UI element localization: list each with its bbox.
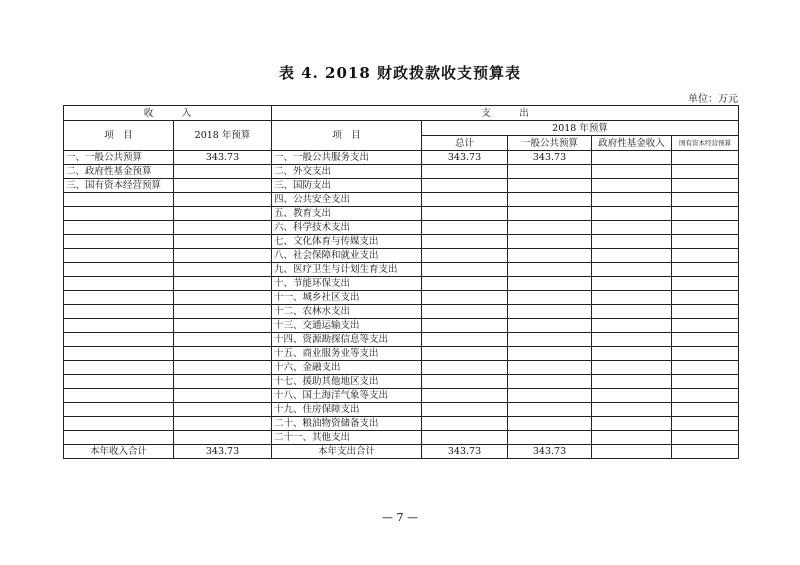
expense-state-cell [672, 249, 739, 263]
expense-fund-cell [592, 431, 672, 445]
expense-fund-cell [592, 403, 672, 417]
expense-fund-cell [592, 305, 672, 319]
income-amount-cell [174, 263, 272, 277]
income-amount-cell [174, 389, 272, 403]
expense-state-cell [672, 375, 739, 389]
expense-header: 支 出 [272, 106, 739, 121]
expense-general-cell [508, 277, 592, 291]
income-amount-cell [174, 291, 272, 305]
income-item-cell [64, 403, 174, 417]
expense-budget-header: 2018 年预算 [422, 121, 739, 136]
expense-item-cell: 三、国防支出 [272, 179, 422, 193]
expense-total-cell [422, 319, 508, 333]
income-amount-cell [174, 207, 272, 221]
expense-fund-cell [592, 417, 672, 431]
income-item-cell [64, 375, 174, 389]
expense-item-cell: 九、医疗卫生与计划生育支出 [272, 263, 422, 277]
expense-item-cell: 十九、住房保障支出 [272, 403, 422, 417]
expense-fund-cell [592, 193, 672, 207]
expense-general-cell [508, 305, 592, 319]
expense-fund-cell [592, 347, 672, 361]
table-row [64, 165, 739, 179]
income-amount-cell [174, 347, 272, 361]
expense-state-cell [672, 277, 739, 291]
expense-total-label: 本年支出合计 [272, 445, 422, 459]
income-amount-cell [174, 403, 272, 417]
expense-total-fund [592, 445, 672, 459]
income-amount-cell [174, 333, 272, 347]
expense-total-cell [422, 375, 508, 389]
expense-general-cell [508, 417, 592, 431]
expense-fund-cell [592, 263, 672, 277]
expense-general-cell [508, 291, 592, 305]
income-item-cell [64, 333, 174, 347]
expense-total-cell [422, 431, 508, 445]
income-item-header: 项 目 [64, 121, 174, 151]
expense-general-cell [508, 165, 592, 179]
expense-fund-cell [592, 361, 672, 375]
expense-total-cell [422, 263, 508, 277]
expense-item-cell: 十三、交通运输支出 [272, 319, 422, 333]
income-amount-cell [174, 417, 272, 431]
expense-state-cell [672, 235, 739, 249]
table-row [64, 151, 739, 165]
income-item-cell [64, 361, 174, 375]
table-row [64, 207, 739, 221]
income-amount-cell [174, 375, 272, 389]
expense-state-cell [672, 193, 739, 207]
expense-fund-cell [592, 207, 672, 221]
total-header: 总计 [422, 136, 508, 151]
state-header: 国有资本经营预算 [672, 136, 739, 151]
expense-fund-cell [592, 179, 672, 193]
table-row [64, 235, 739, 249]
income-amount-cell [174, 179, 272, 193]
expense-total-cell [422, 207, 508, 221]
expense-state-cell [672, 417, 739, 431]
expense-fund-cell [592, 375, 672, 389]
expense-item-cell: 十六、金融支出 [272, 361, 422, 375]
expense-total-cell [422, 305, 508, 319]
income-item-cell [64, 319, 174, 333]
expense-general-cell [508, 221, 592, 235]
income-budget-header: 2018 年预算 [174, 121, 272, 151]
expense-general-cell [508, 235, 592, 249]
expense-total-total: 343.73 [422, 445, 508, 459]
expense-total-cell [422, 347, 508, 361]
expense-state-cell [672, 403, 739, 417]
expense-state-cell [672, 319, 739, 333]
income-amount-cell [174, 319, 272, 333]
page-number: — 7 — [382, 511, 418, 524]
income-amount-cell [174, 249, 272, 263]
expense-total-cell [422, 179, 508, 193]
table-row [64, 179, 739, 193]
expense-general-cell [508, 403, 592, 417]
expense-item-cell: 四、公共安全支出 [272, 193, 422, 207]
expense-total-cell [422, 193, 508, 207]
income-header: 收 入 [64, 106, 272, 121]
income-item-cell [64, 305, 174, 319]
expense-state-cell [672, 347, 739, 361]
expense-state-cell [672, 207, 739, 221]
expense-fund-cell [592, 291, 672, 305]
expense-fund-cell [592, 151, 672, 165]
expense-state-cell [672, 431, 739, 445]
expense-total-cell [422, 417, 508, 431]
table-row [64, 389, 739, 403]
expense-total-cell [422, 291, 508, 305]
expense-total-state [672, 445, 739, 459]
expense-fund-cell [592, 235, 672, 249]
expense-state-cell [672, 151, 739, 165]
income-amount-cell [174, 221, 272, 235]
expense-fund-cell [592, 319, 672, 333]
income-item-cell [64, 221, 174, 235]
expense-item-cell: 六、科学技术支出 [272, 221, 422, 235]
income-item-cell [64, 417, 174, 431]
table-body [64, 151, 739, 445]
income-amount-cell [174, 235, 272, 249]
fund-header: 政府性基金收入 [592, 136, 672, 151]
expense-fund-cell [592, 277, 672, 291]
table-row [64, 333, 739, 347]
expense-general-cell [508, 347, 592, 361]
expense-state-cell [672, 263, 739, 277]
income-item-cell: 三、国有资本经营预算 [64, 179, 174, 193]
unit-label: 单位：万元 [688, 94, 738, 105]
expense-item-cell: 一、一般公共服务支出 [272, 151, 422, 165]
income-amount-cell [174, 361, 272, 375]
expense-total-cell [422, 277, 508, 291]
income-amount-cell [174, 193, 272, 207]
expense-state-cell [672, 291, 739, 305]
expense-total-cell [422, 389, 508, 403]
table-row [64, 291, 739, 305]
expense-total-cell [422, 361, 508, 375]
expense-general-cell [508, 389, 592, 403]
expense-item-cell: 十七、援助其他地区支出 [272, 375, 422, 389]
income-amount-cell [174, 431, 272, 445]
expense-fund-cell [592, 333, 672, 347]
expense-item-cell: 十、节能环保支出 [272, 277, 422, 291]
table-row [64, 375, 739, 389]
table-row [64, 403, 739, 417]
expense-item-cell: 五、教育支出 [272, 207, 422, 221]
table-row [64, 249, 739, 263]
expense-total-cell [422, 249, 508, 263]
budget-table [63, 105, 739, 459]
income-amount-cell [174, 277, 272, 291]
table-row [64, 361, 739, 375]
table-row [64, 347, 739, 361]
expense-item-cell: 二十一、其他支出 [272, 431, 422, 445]
income-amount-cell [174, 305, 272, 319]
expense-general-cell [508, 375, 592, 389]
expense-item-cell: 七、文化体育与传媒支出 [272, 235, 422, 249]
expense-item-cell: 八、社会保障和就业支出 [272, 249, 422, 263]
expense-total-cell [422, 221, 508, 235]
expense-fund-cell [592, 389, 672, 403]
table-row [64, 263, 739, 277]
expense-item-cell: 十二、农林水支出 [272, 305, 422, 319]
expense-state-cell [672, 221, 739, 235]
table-row [64, 319, 739, 333]
expense-total-cell [422, 403, 508, 417]
expense-state-cell [672, 389, 739, 403]
expense-item-cell: 二十、粮油物资储备支出 [272, 417, 422, 431]
expense-state-cell [672, 333, 739, 347]
table-row [64, 221, 739, 235]
income-amount-cell: 343.73 [174, 151, 272, 165]
table-row [64, 277, 739, 291]
income-item-cell [64, 249, 174, 263]
expense-general-cell [508, 263, 592, 277]
income-item-cell [64, 207, 174, 221]
expense-fund-cell [592, 221, 672, 235]
expense-item-header: 项 目 [272, 121, 422, 151]
expense-general-cell [508, 179, 592, 193]
table-row [64, 417, 739, 431]
expense-total-cell [422, 333, 508, 347]
expense-state-cell [672, 305, 739, 319]
income-total-amount: 343.73 [174, 445, 272, 459]
expense-general-cell [508, 207, 592, 221]
expense-total-cell: 343.73 [422, 151, 508, 165]
income-item-cell: 一、一般公共预算 [64, 151, 174, 165]
table-row [64, 431, 739, 445]
expense-item-cell: 十五、商业服务业等支出 [272, 347, 422, 361]
page-title: 表 4. 2018 财政拨款收支预算表 [278, 64, 522, 82]
expense-item-cell: 十八、国土海洋气象等支出 [272, 389, 422, 403]
income-item-cell [64, 193, 174, 207]
income-item-cell: 二、政府性基金预算 [64, 165, 174, 179]
expense-state-cell [672, 361, 739, 375]
expense-total-cell [422, 165, 508, 179]
income-item-cell [64, 263, 174, 277]
income-item-cell [64, 347, 174, 361]
table-row [64, 193, 739, 207]
income-item-cell [64, 277, 174, 291]
expense-total-cell [422, 235, 508, 249]
expense-general-cell [508, 319, 592, 333]
expense-item-cell: 十一、城乡社区支出 [272, 291, 422, 305]
expense-state-cell [672, 165, 739, 179]
expense-total-general: 343.73 [508, 445, 592, 459]
table-row [64, 305, 739, 319]
income-total-label: 本年收入合计 [64, 445, 174, 459]
expense-item-cell: 二、外交支出 [272, 165, 422, 179]
expense-item-cell: 十四、资源勘探信息等支出 [272, 333, 422, 347]
income-item-cell [64, 291, 174, 305]
expense-general-cell [508, 193, 592, 207]
income-item-cell [64, 389, 174, 403]
income-amount-cell [174, 165, 272, 179]
expense-general-cell [508, 431, 592, 445]
expense-fund-cell [592, 165, 672, 179]
expense-general-cell: 343.73 [508, 151, 592, 165]
income-item-cell [64, 431, 174, 445]
general-header: 一般公共预算 [508, 136, 592, 151]
expense-fund-cell [592, 249, 672, 263]
expense-general-cell [508, 249, 592, 263]
expense-state-cell [672, 179, 739, 193]
expense-general-cell [508, 361, 592, 375]
expense-general-cell [508, 333, 592, 347]
income-item-cell [64, 235, 174, 249]
